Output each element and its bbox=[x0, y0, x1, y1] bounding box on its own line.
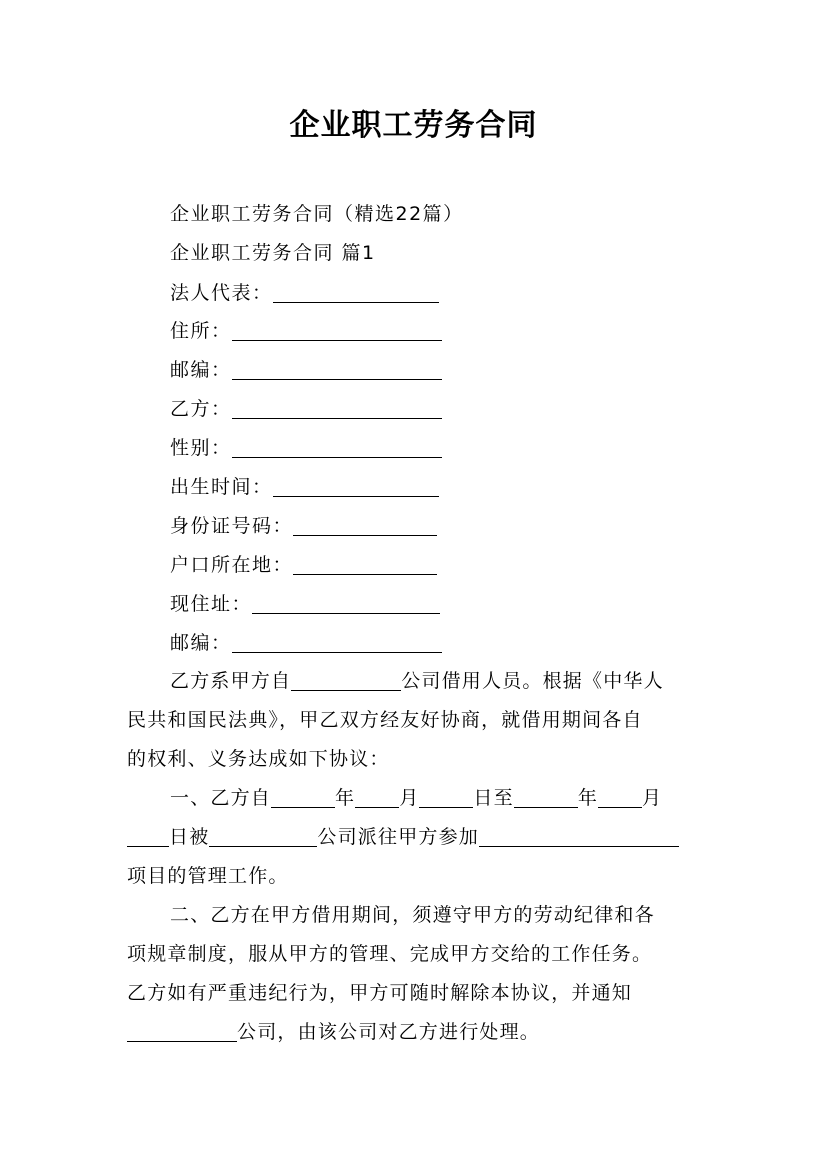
text-segment: 乙方系甲方自 bbox=[170, 670, 292, 692]
paragraph-2-line-1 bbox=[170, 783, 662, 810]
blank-line bbox=[293, 554, 437, 575]
field-legal-representative bbox=[170, 278, 439, 305]
blank-line bbox=[479, 826, 679, 847]
paragraph-3-line-1: 二、乙方在甲方借用期间，须遵守甲方的劳动纪律和各 bbox=[170, 904, 655, 926]
field-household-registration bbox=[170, 550, 437, 577]
field-label: 邮编： bbox=[170, 632, 232, 654]
blank-line bbox=[419, 787, 473, 808]
blank-line bbox=[291, 670, 401, 691]
blank-line bbox=[355, 787, 399, 808]
field-party-b bbox=[170, 394, 442, 421]
blank-line bbox=[232, 398, 442, 419]
paragraph-2-line-3: 项目的管理工作。 bbox=[127, 865, 289, 887]
blank-line bbox=[232, 632, 442, 653]
text-segment: 日被 bbox=[169, 826, 210, 848]
document-subtitle: 企业职工劳务合同（精选22篇） bbox=[170, 203, 464, 225]
text-segment: 年 bbox=[577, 787, 599, 809]
field-label: 身份证号码： bbox=[170, 515, 294, 537]
field-postcode bbox=[170, 355, 442, 382]
field-id-number bbox=[170, 511, 437, 538]
field-birth-date bbox=[170, 472, 439, 499]
paragraph-1-line-2: 民共和国民法典》，甲乙双方经友好协商，就借用期间各自 bbox=[127, 709, 643, 731]
field-label: 性别： bbox=[170, 437, 232, 459]
field-label: 现住址： bbox=[170, 593, 253, 615]
document-title: 企业职工劳务合同 bbox=[289, 108, 538, 143]
field-address bbox=[170, 316, 442, 343]
field-label: 法人代表： bbox=[170, 282, 273, 304]
text-segment: 月 bbox=[642, 787, 663, 809]
field-label: 户口所在地： bbox=[170, 554, 294, 576]
blank-line bbox=[252, 593, 440, 614]
blank-line bbox=[514, 787, 578, 808]
field-current-address bbox=[170, 589, 440, 616]
blank-line bbox=[598, 787, 642, 808]
text-segment: 一、乙方自 bbox=[170, 787, 272, 809]
text-segment: 公司派往甲方参加 bbox=[317, 826, 480, 848]
paragraph-3-line-3: 乙方如有严重违纪行为，甲方可随时解除本协议，并通知 bbox=[127, 982, 633, 1004]
field-label: 邮编： bbox=[170, 359, 232, 381]
blank-line bbox=[127, 1021, 237, 1042]
field-postcode-2 bbox=[170, 628, 442, 655]
paragraph-1-line-1 bbox=[170, 666, 664, 693]
field-label: 出生时间： bbox=[170, 476, 273, 498]
blank-line bbox=[232, 437, 442, 458]
paragraph-1-line-3: 的权利、义务达成如下协议： bbox=[127, 748, 390, 770]
text-segment: 年 bbox=[335, 787, 356, 809]
paragraph-2-line-2 bbox=[127, 822, 679, 849]
field-label: 住所： bbox=[170, 320, 232, 342]
blank-line bbox=[293, 515, 437, 536]
blank-line bbox=[232, 320, 442, 341]
section-heading: 企业职工劳务合同 篇1 bbox=[170, 242, 376, 264]
text-segment: 公司，由该公司对乙方进行处理。 bbox=[237, 1021, 541, 1043]
blank-line bbox=[271, 787, 335, 808]
field-label: 乙方： bbox=[170, 398, 232, 420]
text-segment: 公司借用人员。根据《中华人 bbox=[401, 670, 664, 692]
paragraph-3-line-4 bbox=[127, 1017, 540, 1044]
blank-line bbox=[232, 359, 442, 380]
blank-line bbox=[209, 826, 317, 847]
field-gender bbox=[170, 433, 442, 460]
text-segment: 月 bbox=[399, 787, 420, 809]
blank-line bbox=[273, 476, 439, 497]
text-segment: 日至 bbox=[473, 787, 514, 809]
blank-line bbox=[127, 826, 169, 847]
blank-line bbox=[273, 282, 439, 303]
paragraph-3-line-2: 项规章制度，服从甲方的管理、完成甲方交给的工作任务。 bbox=[127, 943, 653, 965]
